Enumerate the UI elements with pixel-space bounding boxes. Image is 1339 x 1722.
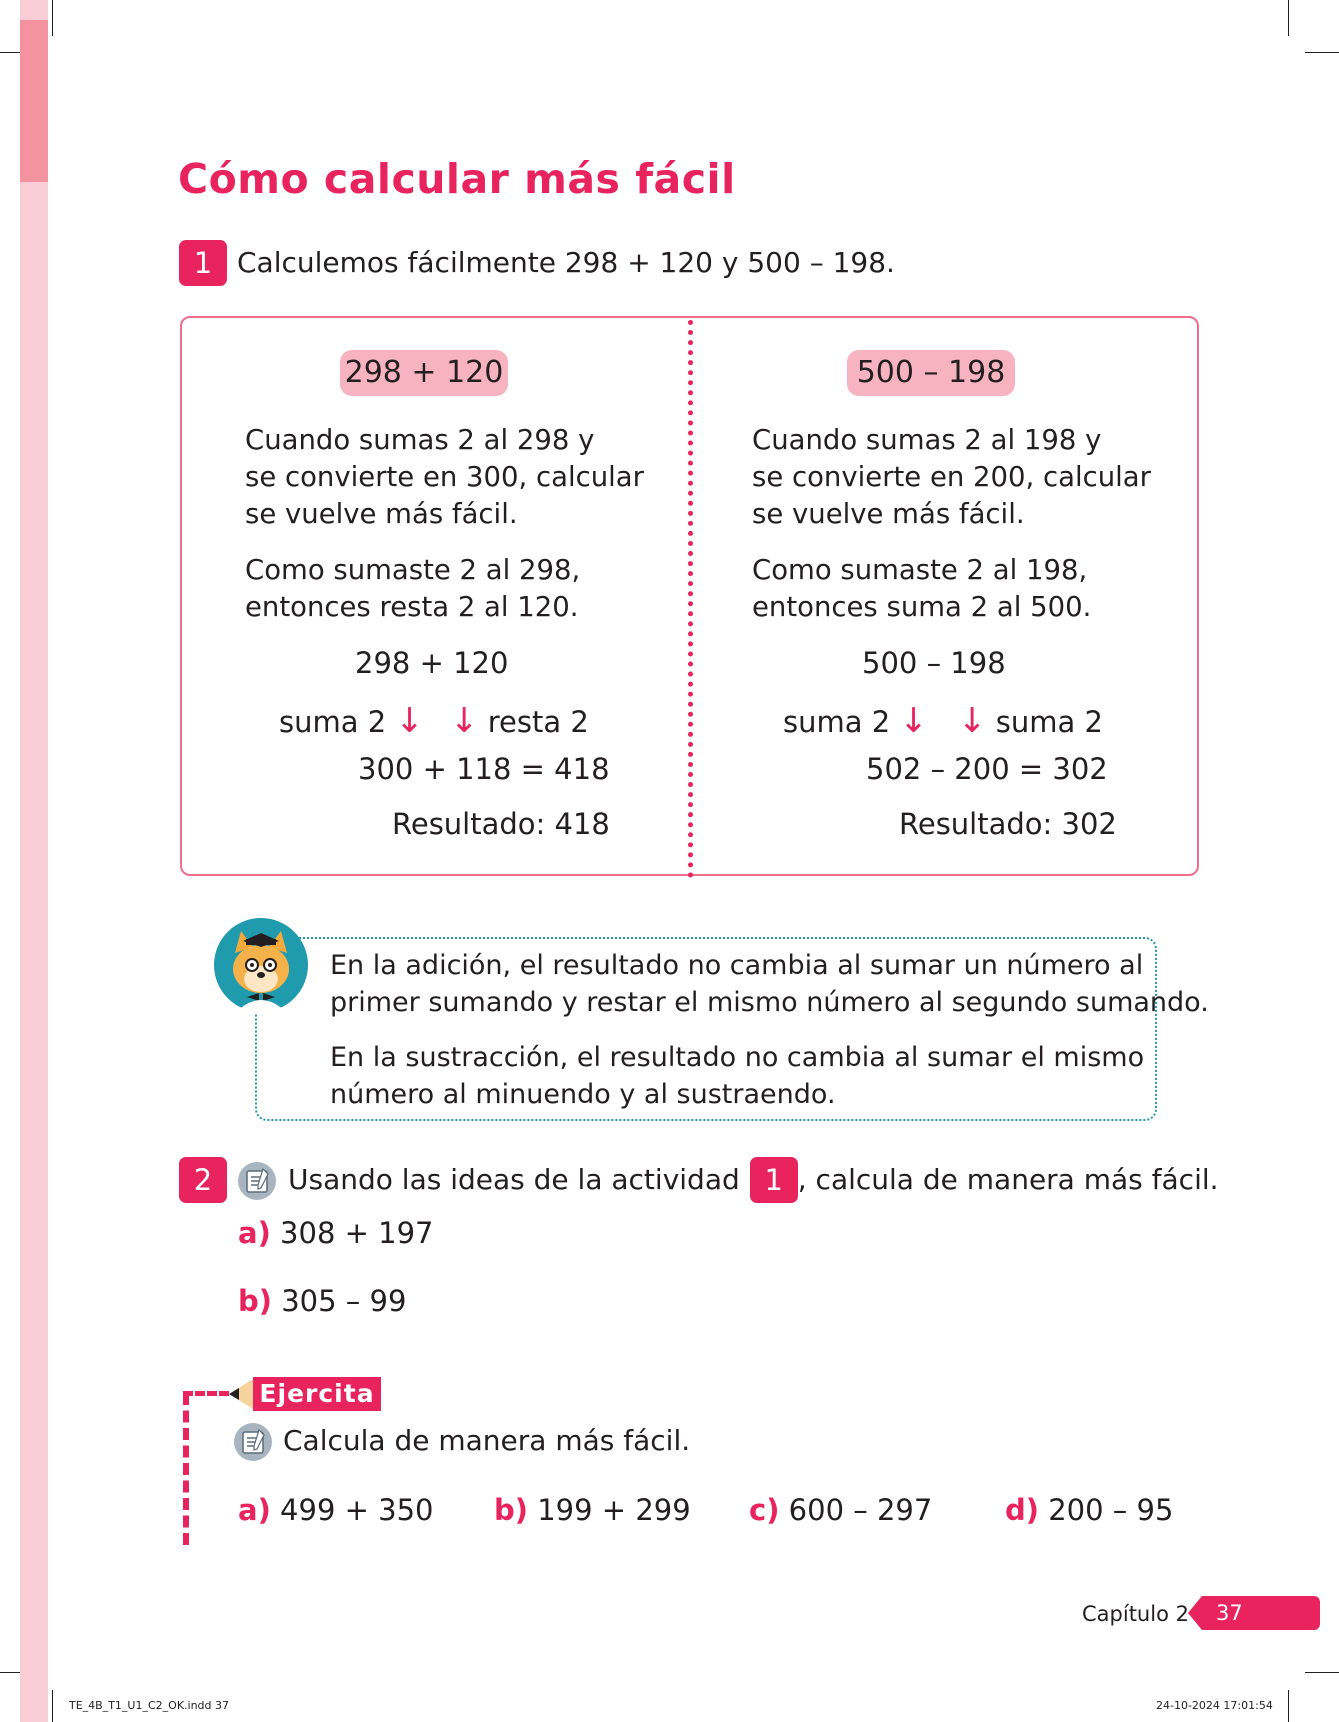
exercise-item (238, 1281, 406, 1321)
date-slug: 24-10-2024 17:01:54 (1156, 1699, 1273, 1712)
notebook-icon (237, 1161, 277, 1201)
down-arrow-icon: ↓ (899, 701, 928, 741)
ejercita-tag: Ejercita (253, 1377, 381, 1411)
text-line: En la adición, el resultado no cambia al sumar un número al (330, 950, 1144, 981)
exercise-item (494, 1490, 691, 1530)
left-result: Resultado: 418 (392, 807, 610, 841)
item-label: d) (1005, 1493, 1040, 1527)
crop-mark (1305, 1672, 1339, 1673)
exercise-item (749, 1490, 932, 1530)
side-band-accent (20, 20, 48, 182)
text-line: entonces resta 2 al 120. (245, 591, 579, 623)
item-expression: 308 + 197 (280, 1216, 434, 1250)
text-line: se convierte en 300, calcular (245, 461, 644, 493)
text-line: En la sustracción, el resultado no cambia al sumar el mismo (330, 1042, 1145, 1073)
item-expression: 600 – 297 (788, 1493, 933, 1527)
crop-mark (52, 1690, 53, 1722)
down-arrow-icon: ↓ (450, 701, 479, 741)
op-label: suma 2 (995, 705, 1103, 739)
activity-ref-badge: 1 (750, 1157, 798, 1203)
key-idea-text (330, 947, 1209, 1113)
text-line: primer sumando y restar el mismo número al segundo sumando. (330, 987, 1209, 1018)
left-op-row (279, 701, 424, 742)
right-header-pill: 500 – 198 (847, 350, 1015, 396)
text-line: se convierte en 200, calcular (752, 461, 1151, 493)
left-op-row-right (450, 701, 589, 742)
text-line: Cuando sumas 2 al 198 y (752, 424, 1102, 456)
item-expression: 199 + 299 (537, 1493, 691, 1527)
item-label: a) (238, 1493, 271, 1527)
file-slug: TE_4B_T1_U1_C2_OK.indd 37 (69, 1699, 230, 1712)
op-label: suma 2 (783, 705, 891, 739)
pencil-tip-icon (229, 1379, 253, 1409)
chapter-label: Capítulo 2 (1082, 1602, 1189, 1626)
text-line: Cuando sumas 2 al 298 y (245, 424, 595, 456)
item-label: a) (238, 1216, 271, 1250)
page-number-tab (1202, 1596, 1320, 1630)
right-paragraph-1 (752, 422, 1151, 533)
op-label: resta 2 (487, 705, 589, 739)
ejercita-prompt: Calcula de manera más fácil. (283, 1424, 691, 1457)
activity-number-badge: 1 (179, 240, 227, 286)
right-op-row (783, 701, 928, 742)
exercise-item (238, 1213, 434, 1253)
side-band (20, 0, 48, 1722)
exercise-item (1005, 1490, 1173, 1530)
text-line: se vuelve más fácil. (752, 498, 1025, 530)
item-label: b) (494, 1493, 529, 1527)
column-divider (688, 320, 693, 878)
text-line: número al minuendo y al sustraendo. (330, 1079, 836, 1110)
item-expression: 200 – 95 (1048, 1493, 1174, 1527)
activity2-prompt (288, 1157, 1219, 1203)
right-result: Resultado: 302 (899, 807, 1117, 841)
left-paragraph-1 (245, 422, 644, 533)
left-paragraph-2 (245, 552, 580, 626)
item-expression: 499 + 350 (280, 1493, 434, 1527)
text-line: Como sumaste 2 al 298, (245, 554, 581, 586)
crop-mark (1305, 52, 1339, 53)
text-line: entonces suma 2 al 500. (752, 591, 1092, 623)
item-label: c) (749, 1493, 780, 1527)
prompt-text: , calcula de manera más fácil. (797, 1163, 1219, 1196)
down-arrow-icon: ↓ (395, 701, 424, 741)
crop-mark (1288, 0, 1289, 36)
down-arrow-icon: ↓ (958, 701, 987, 741)
crop-mark (52, 0, 53, 36)
left-equation: 298 + 120 (355, 646, 509, 680)
text-line: Como sumaste 2 al 198, (752, 554, 1088, 586)
right-paragraph-2 (752, 552, 1091, 626)
op-label: suma 2 (279, 705, 387, 739)
left-header-pill: 298 + 120 (340, 350, 508, 396)
notebook-icon (233, 1422, 273, 1462)
crop-mark (1288, 1690, 1289, 1722)
page-tab-arrow (1188, 1596, 1202, 1630)
page-number: 37 (1216, 1601, 1243, 1625)
ejercita-bracket-top (183, 1391, 229, 1396)
page-title: Cómo calcular más fácil (178, 155, 736, 203)
right-result-equation: 502 – 200 = 302 (866, 752, 1108, 786)
item-label: b) (238, 1284, 273, 1318)
left-result-equation: 300 + 118 = 418 (358, 752, 610, 786)
right-op-row-right (958, 701, 1103, 742)
activity-prompt: Calculemos fácilmente 298 + 120 y 500 – 198. (237, 246, 895, 279)
ejercita-bracket (183, 1393, 189, 1545)
prompt-text: Usando las ideas de la actividad (288, 1163, 740, 1196)
exercise-item (238, 1490, 434, 1530)
activity-number-badge: 2 (179, 1157, 227, 1203)
right-equation: 500 – 198 (862, 646, 1006, 680)
text-line: se vuelve más fácil. (245, 498, 518, 530)
item-expression: 305 – 99 (281, 1284, 407, 1318)
fox-mascot-icon (213, 917, 309, 1013)
